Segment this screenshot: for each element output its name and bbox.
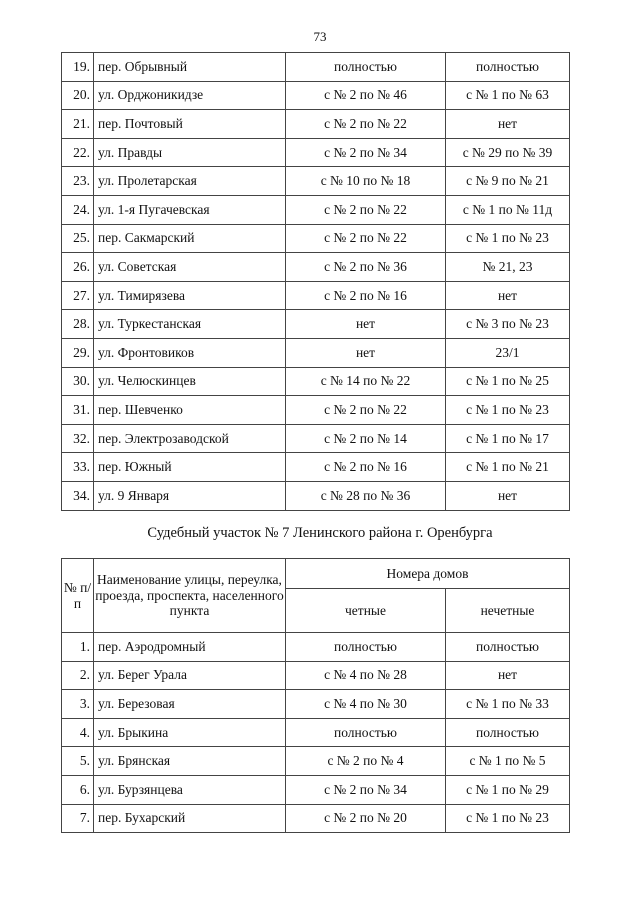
even-numbers: с № 2 по № 22 <box>286 396 446 425</box>
street-name: ул. Березовая <box>94 690 286 719</box>
row-number: 32. <box>62 424 94 453</box>
even-numbers: с № 2 по № 34 <box>286 775 446 804</box>
even-numbers: с № 2 по № 16 <box>286 453 446 482</box>
row-number: 30. <box>62 367 94 396</box>
street-name: пер. Шевченко <box>94 396 286 425</box>
addresses-table-section-7 <box>61 558 570 833</box>
street-name: пер. Сакмарский <box>94 224 286 253</box>
odd-numbers: с № 3 по № 23 <box>446 310 570 339</box>
street-name: ул. Пролетарская <box>94 167 286 196</box>
header-even: четные <box>286 589 446 633</box>
odd-numbers: 23/1 <box>446 338 570 367</box>
even-numbers: полностью <box>286 718 446 747</box>
table-row <box>62 167 570 196</box>
row-number: 3. <box>62 690 94 719</box>
street-name: ул. Тимирязева <box>94 281 286 310</box>
street-name: ул. Брянская <box>94 747 286 776</box>
street-name: ул. Бурзянцева <box>94 775 286 804</box>
row-number: 33. <box>62 453 94 482</box>
table-row <box>62 110 570 139</box>
header-house-numbers: Номера домов <box>286 559 570 589</box>
odd-numbers: с № 1 по № 21 <box>446 453 570 482</box>
even-numbers: с № 2 по № 34 <box>286 138 446 167</box>
even-numbers: с № 28 по № 36 <box>286 481 446 510</box>
street-name: пер. Обрывный <box>94 53 286 82</box>
odd-numbers: с № 1 по № 33 <box>446 690 570 719</box>
row-number: 2. <box>62 661 94 690</box>
table-row <box>62 224 570 253</box>
even-numbers: с № 10 по № 18 <box>286 167 446 196</box>
row-number: 23. <box>62 167 94 196</box>
section-title: Судебный участок № 7 Ленинского района г. Оренбурга <box>147 525 493 541</box>
street-name: пер. Почтовый <box>94 110 286 139</box>
even-numbers: с № 2 по № 16 <box>286 281 446 310</box>
table-row <box>62 81 570 110</box>
odd-numbers: с № 1 по № 63 <box>446 81 570 110</box>
table-row <box>62 338 570 367</box>
street-name: ул. Берег Урала <box>94 661 286 690</box>
street-name: ул. Фронтовиков <box>94 338 286 367</box>
table-row <box>62 138 570 167</box>
table-row <box>62 747 570 776</box>
table-row <box>62 690 570 719</box>
odd-numbers: полностью <box>446 718 570 747</box>
table-row <box>62 195 570 224</box>
row-number: 28. <box>62 310 94 339</box>
even-numbers: нет <box>286 338 446 367</box>
street-name: ул. Брыкина <box>94 718 286 747</box>
table-row <box>62 396 570 425</box>
even-numbers: полностью <box>286 53 446 82</box>
table-row <box>62 633 570 662</box>
row-number: 34. <box>62 481 94 510</box>
odd-numbers: № 21, 23 <box>446 253 570 282</box>
table-row <box>62 281 570 310</box>
odd-numbers: с № 1 по № 23 <box>446 224 570 253</box>
even-numbers: с № 4 по № 30 <box>286 690 446 719</box>
table-row <box>62 253 570 282</box>
street-name: ул. 1-я Пугачевская <box>94 195 286 224</box>
odd-numbers: нет <box>446 661 570 690</box>
row-number: 24. <box>62 195 94 224</box>
table-row <box>62 424 570 453</box>
row-number: 20. <box>62 81 94 110</box>
street-name: пер. Аэродромный <box>94 633 286 662</box>
even-numbers: с № 14 по № 22 <box>286 367 446 396</box>
even-numbers: с № 2 по № 22 <box>286 195 446 224</box>
even-numbers: с № 4 по № 28 <box>286 661 446 690</box>
table-row <box>62 718 570 747</box>
header-odd: нечетные <box>446 589 570 633</box>
even-numbers: полностью <box>286 633 446 662</box>
header-street-name: Наименование улицы, переулка, проезда, проспекта, населенного пункта <box>94 559 286 633</box>
street-name: пер. Бухарский <box>94 804 286 833</box>
row-number: 6. <box>62 775 94 804</box>
row-number: 22. <box>62 138 94 167</box>
even-numbers: нет <box>286 310 446 339</box>
even-numbers: с № 2 по № 14 <box>286 424 446 453</box>
even-numbers: с № 2 по № 4 <box>286 747 446 776</box>
row-number: 1. <box>62 633 94 662</box>
odd-numbers: с № 1 по № 25 <box>446 367 570 396</box>
table-row <box>62 775 570 804</box>
street-name: ул. 9 Января <box>94 481 286 510</box>
addresses-table-continued <box>61 52 570 511</box>
row-number: 29. <box>62 338 94 367</box>
odd-numbers: нет <box>446 110 570 139</box>
odd-numbers: с № 1 по № 29 <box>446 775 570 804</box>
street-name: ул. Советская <box>94 253 286 282</box>
even-numbers: с № 2 по № 36 <box>286 253 446 282</box>
row-number: 5. <box>62 747 94 776</box>
row-number: 27. <box>62 281 94 310</box>
odd-numbers: с № 9 по № 21 <box>446 167 570 196</box>
odd-numbers: нет <box>446 481 570 510</box>
row-number: 7. <box>62 804 94 833</box>
even-numbers: с № 2 по № 22 <box>286 110 446 139</box>
row-number: 26. <box>62 253 94 282</box>
street-name: ул. Челюскинцев <box>94 367 286 396</box>
odd-numbers: с № 29 по № 39 <box>446 138 570 167</box>
row-number: 25. <box>62 224 94 253</box>
even-numbers: с № 2 по № 22 <box>286 224 446 253</box>
table-row <box>62 661 570 690</box>
row-number: 19. <box>62 53 94 82</box>
street-name: ул. Правды <box>94 138 286 167</box>
odd-numbers: с № 1 по № 23 <box>446 804 570 833</box>
table-row <box>62 367 570 396</box>
even-numbers: с № 2 по № 20 <box>286 804 446 833</box>
street-name: пер. Южный <box>94 453 286 482</box>
odd-numbers: с № 1 по № 17 <box>446 424 570 453</box>
row-number: 21. <box>62 110 94 139</box>
page-number: 73 <box>313 29 327 44</box>
table-row <box>62 53 570 82</box>
street-name: пер. Электрозаводской <box>94 424 286 453</box>
odd-numbers: с № 1 по № 11д <box>446 195 570 224</box>
table-row <box>62 310 570 339</box>
odd-numbers: полностью <box>446 53 570 82</box>
table-row <box>62 481 570 510</box>
odd-numbers: нет <box>446 281 570 310</box>
street-name: ул. Орджоникидзе <box>94 81 286 110</box>
row-number: 31. <box>62 396 94 425</box>
odd-numbers: с № 1 по № 5 <box>446 747 570 776</box>
table-row <box>62 453 570 482</box>
table-row <box>62 804 570 833</box>
odd-numbers: с № 1 по № 23 <box>446 396 570 425</box>
street-name: ул. Туркестанская <box>94 310 286 339</box>
row-number: 4. <box>62 718 94 747</box>
odd-numbers: полностью <box>446 633 570 662</box>
header-number: № п/п <box>62 559 94 633</box>
even-numbers: с № 2 по № 46 <box>286 81 446 110</box>
